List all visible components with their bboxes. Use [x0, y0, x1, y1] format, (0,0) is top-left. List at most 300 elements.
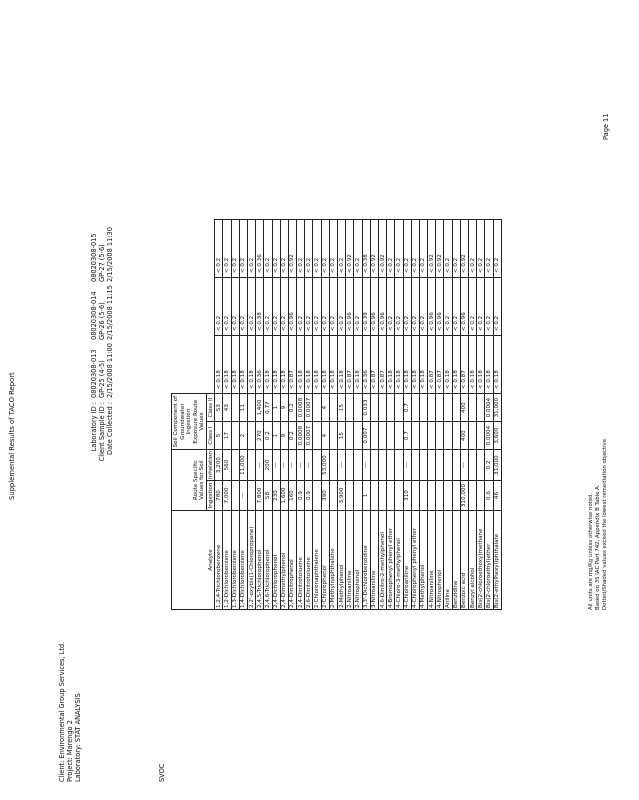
analyte-cell: 4-Chlorophenyl phenyl ether	[411, 511, 419, 610]
inhalation-cell: ---	[460, 450, 468, 481]
result-cell-sample-1: < 0.87	[460, 336, 468, 394]
result-cell-sample-2: < 0.2	[338, 278, 346, 336]
result-cell-sample-2: < 0.96	[428, 278, 436, 336]
ingestion-cell	[231, 481, 239, 511]
class-1-cell: 1	[272, 422, 280, 450]
analyte-cell: 2-Methylphenol	[338, 511, 346, 610]
result-cell-sample-3: < 0.36	[256, 220, 264, 278]
table-row	[346, 220, 354, 610]
inhalation-cell: 31,000	[493, 450, 501, 481]
project-line: Project: Marengo 2	[66, 720, 74, 782]
class-1-cell	[469, 422, 477, 450]
lab-id-label: Laboratory ID :	[90, 402, 98, 452]
result-cell-sample-3: < 0.2	[231, 220, 239, 278]
client-sample-label: Client Sample ID :	[98, 402, 106, 462]
result-cell-sample-3: < 0.2	[354, 220, 362, 278]
result-cell-sample-1: < 0.18	[444, 336, 452, 394]
table-row	[493, 220, 501, 610]
table-row	[362, 220, 370, 610]
result-cell-sample-2: < 0.2	[297, 278, 305, 336]
table-row	[321, 220, 329, 610]
class-2-cell	[387, 394, 395, 422]
class-1-cell: 0.0004	[485, 422, 493, 450]
inhalation-cell	[370, 450, 378, 481]
result-cell-sample-3: < 0.92	[436, 220, 444, 278]
result-cell-sample-1: < 0.18	[419, 336, 427, 394]
header-ingestion: Ingestion	[207, 481, 215, 511]
table-row	[469, 220, 477, 610]
ingestion-cell: 0.9	[297, 481, 305, 511]
analyte-cell: 2,2'-oxybis(1-Chloropropane)	[247, 511, 255, 610]
table-row	[338, 220, 346, 610]
ingestion-cell	[387, 481, 395, 511]
table-row	[305, 220, 313, 610]
result-cell-sample-2: < 0.96	[436, 278, 444, 336]
class-2-cell	[395, 394, 403, 422]
inhalation-cell: ---	[305, 450, 313, 481]
inhalation-cell	[477, 450, 485, 481]
analyte-cell: 3,3'-Dichlorobenzidine	[362, 511, 370, 610]
result-cell-sample-3: < 0.2	[411, 220, 419, 278]
client-line: Client: Environmental Group Services, Ltd.	[58, 641, 66, 782]
table-row	[444, 220, 452, 610]
class-2-cell: 400	[460, 394, 468, 422]
result-cell-sample-2: < 0.2	[387, 278, 395, 336]
analyte-cell: 2,4-Dinitrophenol	[288, 511, 296, 610]
class-2-cell: 43	[223, 394, 231, 422]
result-cell-sample-3: < 0.2	[469, 220, 477, 278]
ingestion-cell: 1	[362, 481, 370, 511]
header-inhalation: Inhalation	[207, 451, 214, 479]
result-cell-sample-3: < 0.2	[305, 220, 313, 278]
result-cell-sample-2: < 0.2	[280, 278, 288, 336]
result-cell-sample-3: < 0.92	[370, 220, 378, 278]
analyte-cell: 2-Nitroaniline	[346, 511, 354, 610]
footnote-shading: Dotted/Shaded values exceed the lowest remediation objective.	[602, 437, 608, 610]
result-cell-sample-3: < 0.92	[460, 220, 468, 278]
result-cell-sample-3: < 0.92	[378, 220, 386, 278]
inhalation-cell	[419, 450, 427, 481]
result-cell-sample-3: < 0.92	[288, 220, 296, 278]
result-cell-sample-1: < 0.18	[403, 336, 411, 394]
result-cell-sample-2: < 0.39	[362, 278, 370, 336]
class-1-cell	[436, 422, 444, 450]
ingestion-cell: 7,800	[256, 481, 264, 511]
ingestion-cell	[313, 481, 321, 511]
result-cell-sample-3: < 0.38	[362, 220, 370, 278]
analyte-cell: 2,4-Dinitrotoluene	[297, 511, 305, 610]
result-cell-sample-3: < 0.2	[239, 220, 247, 278]
page-number: Page 11	[602, 113, 610, 140]
ingestion-cell: 0.6	[485, 481, 493, 511]
results-body	[215, 220, 502, 610]
class-2-cell: 1,400	[256, 394, 264, 422]
inhalation-cell	[378, 450, 386, 481]
analyte-cell: 1,4-Dichlorobenzene	[239, 511, 247, 610]
class-2-cell	[354, 394, 362, 422]
result-cell-sample-1: < 0.87	[378, 336, 386, 394]
footnote-basis: Based on 35 IAC Part 742, Appendix B Table A.	[595, 484, 601, 610]
class-1-cell: 0.2	[288, 422, 296, 450]
analyte-cell: 4-Bromophenyl phenyl ether	[387, 511, 395, 610]
analyte-cell: 4-Chloroaniline	[403, 511, 411, 610]
inhalation-cell	[395, 450, 403, 481]
inhalation-cell	[444, 450, 452, 481]
header-soil-component: Soil Component of Groundwater Ingestion Exposure Route Values	[172, 394, 207, 450]
result-cell-sample-3: < 0.2	[452, 220, 460, 278]
ingestion-cell	[428, 481, 436, 511]
ingestion-cell	[469, 481, 477, 511]
inhalation-cell: ---	[256, 450, 264, 481]
analyte-cell: 2-Chlorophenol	[321, 511, 329, 610]
table-row	[460, 220, 468, 610]
class-1-cell	[329, 422, 337, 450]
class-1-cell	[452, 422, 460, 450]
class-2-cell: 53	[215, 394, 223, 422]
result-cell-sample-1: < 0.18	[485, 336, 493, 394]
class-2-cell	[452, 394, 460, 422]
class-1-cell	[378, 422, 386, 450]
analyte-cell: Aniline	[444, 511, 452, 610]
class-2-cell: 9	[280, 394, 288, 422]
ingestion-cell: 310,000	[460, 481, 468, 511]
result-cell-sample-1: < 0.18	[272, 336, 280, 394]
ingestion-cell: 7,000	[223, 481, 231, 511]
class-2-cell	[313, 394, 321, 422]
result-cell-sample-1: < 0.36	[256, 336, 264, 394]
class-2-cell	[247, 394, 255, 422]
analyte-cell: 4-Methylphenol	[419, 511, 427, 610]
analyte-cell: Bis(2-chloroethoxy)methane	[477, 511, 485, 610]
analyte-cell: 2-Chloronaphthalene	[313, 511, 321, 610]
class-2-cell: 15	[338, 394, 346, 422]
class-1-cell: 0.007	[362, 422, 370, 450]
ingestion-cell: 3,900	[338, 481, 346, 511]
analyte-cell: 1,2-Dichlorobenzene	[223, 511, 231, 610]
header-class-1: Class I	[207, 422, 215, 450]
result-cell-sample-2: < 0.2	[411, 278, 419, 336]
ingestion-cell: 310	[403, 481, 411, 511]
result-cell-sample-1: < 0.18	[354, 336, 362, 394]
table-row	[378, 220, 386, 610]
table-row	[247, 220, 255, 610]
table-row	[231, 220, 239, 610]
class-1-cell	[370, 422, 378, 450]
result-cell-sample-3: < 0.2	[477, 220, 485, 278]
table-row	[215, 220, 223, 610]
sample-3-lab-id: 08020308-015	[90, 233, 98, 282]
class-1-cell	[395, 422, 403, 450]
class-2-cell	[329, 394, 337, 422]
inhalation-cell	[411, 450, 419, 481]
result-cell-sample-2: < 0.2	[321, 278, 329, 336]
result-cell-sample-2: < 0.2	[239, 278, 247, 336]
footnote-units: All units are mg/Kg unless otherwise noted.	[588, 492, 594, 610]
inhalation-cell: ---	[403, 450, 411, 481]
inhalation-cell: 200	[264, 450, 272, 481]
result-cell-sample-3: < 0.2	[321, 220, 329, 278]
sample-3-date: 2/15/2008 11:30	[106, 227, 114, 282]
header-class-2: Class II	[207, 394, 215, 422]
inhalation-cell: ---	[280, 450, 288, 481]
ingestion-cell: 0.9	[305, 481, 313, 511]
date-collected-label: Date Collected :	[106, 402, 114, 455]
ingestion-cell	[477, 481, 485, 511]
table-row	[280, 220, 288, 610]
ingestion-cell	[452, 481, 460, 511]
result-cell-sample-3: < 0.2	[419, 220, 427, 278]
class-2-cell: 0.7	[403, 394, 411, 422]
inhalation-cell	[346, 450, 354, 481]
class-1-cell: 0.0008	[297, 422, 305, 450]
result-cell-sample-2: < 0.38	[256, 278, 264, 336]
analyte-cell: Benzyl alcohol	[469, 511, 477, 610]
analyte-cell: 2,4,6-Trichlorophenol	[264, 511, 272, 610]
result-cell-sample-2: < 0.2	[329, 278, 337, 336]
class-1-cell	[444, 422, 452, 450]
class-1-cell	[428, 422, 436, 450]
result-cell-sample-3: < 0.2	[297, 220, 305, 278]
analyte-cell: 4-Chloro-3-methylphenol	[395, 511, 403, 610]
table-row	[313, 220, 321, 610]
analyte-cell: 3-Nitroaniline	[370, 511, 378, 610]
class-1-cell: 270	[256, 422, 264, 450]
analyte-cell: Benzoic acid	[460, 511, 468, 610]
result-cell-sample-2: < 0.2	[215, 278, 223, 336]
result-cell-sample-1: < 0.87	[346, 336, 354, 394]
result-cell-sample-1: < 0.18	[280, 336, 288, 394]
inhalation-cell	[354, 450, 362, 481]
inhalation-cell	[387, 450, 395, 481]
class-2-cell: 0.77	[264, 394, 272, 422]
result-cell-sample-1: < 0.18	[477, 336, 485, 394]
result-cell-sample-1: < 0.18	[247, 336, 255, 394]
class-1-cell: 0.2	[264, 422, 272, 450]
class-2-cell	[411, 394, 419, 422]
result-cell-sample-2: < 0.2	[305, 278, 313, 336]
table-row	[419, 220, 427, 610]
analyte-cell: 2,4,5-Trichlorophenol	[256, 511, 264, 610]
result-cell-sample-1: < 0.18	[338, 336, 346, 394]
result-cell-sample-1: < 0.18	[305, 336, 313, 394]
ingestion-cell	[329, 481, 337, 511]
result-cell-sample-3: < 0.2	[444, 220, 452, 278]
analyte-cell: 2,6-Dinitrotoluene	[305, 511, 313, 610]
analyte-cell: 1,3-Dichlorobenzene	[231, 511, 239, 610]
result-cell-sample-3: < 0.2	[329, 220, 337, 278]
result-cell-sample-1: < 0.18	[321, 336, 329, 394]
result-cell-sample-2: < 0.2	[444, 278, 452, 336]
ingestion-cell	[419, 481, 427, 511]
result-cell-sample-1: < 0.87	[428, 336, 436, 394]
ingestion-cell	[444, 481, 452, 511]
sample-2-lab-id: 08020308-014	[90, 291, 98, 340]
result-cell-sample-3: < 0.2	[493, 220, 501, 278]
inhalation-cell: ---	[362, 450, 370, 481]
class-1-cell	[477, 422, 485, 450]
inhalation-cell: ---	[338, 450, 346, 481]
sample-2-date: 2/15/2008 11:15	[106, 285, 114, 340]
result-cell-sample-3: < 0.2	[280, 220, 288, 278]
table-row	[411, 220, 419, 610]
inhalation-cell	[436, 450, 444, 481]
result-cell-sample-1: < 0.87	[288, 336, 296, 394]
class-2-cell	[231, 394, 239, 422]
result-cell-sample-2: < 0.2	[231, 278, 239, 336]
results-table	[171, 219, 502, 610]
result-cell-sample-1: < 0.18	[313, 336, 321, 394]
ingestion-cell: 160	[288, 481, 296, 511]
result-cell-sample-1: < 0.18	[297, 336, 305, 394]
table-row	[239, 220, 247, 610]
result-cell-sample-3: < 0.2	[223, 220, 231, 278]
table-row	[452, 220, 460, 610]
analyte-cell: 1,2,4-Trichlorobenzene	[215, 511, 223, 610]
result-cell-sample-2: < 0.2	[477, 278, 485, 336]
table-row	[354, 220, 362, 610]
result-cell-sample-2: < 0.2	[485, 278, 493, 336]
result-cell-sample-1: < 0.18	[231, 336, 239, 394]
class-1-cell: 5	[215, 422, 223, 450]
inhalation-cell: 3,200	[215, 450, 223, 481]
result-cell-sample-1: < 0.18	[493, 336, 501, 394]
result-cell-sample-2: < 0.2	[469, 278, 477, 336]
result-cell-sample-1: < 0.87	[370, 336, 378, 394]
table-row	[477, 220, 485, 610]
laboratory-line: Laboratory: STAT ANALYSIS	[74, 693, 82, 782]
inhalation-cell: 560	[223, 450, 231, 481]
result-cell-sample-2: < 0.2	[223, 278, 231, 336]
result-cell-sample-1: < 0.18	[329, 336, 337, 394]
result-cell-sample-1: < 0.18	[223, 336, 231, 394]
ingestion-cell: 58	[264, 481, 272, 511]
result-cell-sample-2: < 0.96	[370, 278, 378, 336]
header-row-group	[172, 220, 207, 610]
result-cell-sample-2: < 0.2	[493, 278, 501, 336]
ingestion-cell	[378, 481, 386, 511]
inhalation-cell	[329, 450, 337, 481]
class-1-cell: 9	[280, 422, 288, 450]
result-cell-sample-3: < 0.2	[485, 220, 493, 278]
inhalation-cell: ---	[297, 450, 305, 481]
table-row	[436, 220, 444, 610]
result-cell-sample-1: < 0.87	[436, 336, 444, 394]
result-cell-sample-2: < 0.2	[264, 278, 272, 336]
result-cell-sample-3: < 0.2	[387, 220, 395, 278]
inhalation-cell	[247, 450, 255, 481]
class-1-cell	[354, 422, 362, 450]
result-cell-sample-1: < 0.18	[469, 336, 477, 394]
result-cell-sample-2: < 0.96	[288, 278, 296, 336]
result-cell-sample-3: < 0.2	[403, 220, 411, 278]
inhalation-cell: ---	[272, 450, 280, 481]
class-1-cell	[411, 422, 419, 450]
inhalation-cell	[469, 450, 477, 481]
sample-3-client-id: GP-27 (5-6)	[98, 244, 106, 282]
ingestion-cell: ---	[239, 481, 247, 511]
class-2-cell: 0.033	[362, 394, 370, 422]
inhalation-cell	[313, 450, 321, 481]
class-1-cell: 15	[338, 422, 346, 450]
sample-1-lab-id: 08020308-013	[90, 349, 98, 398]
table-row	[264, 220, 272, 610]
class-1-cell: 17	[223, 422, 231, 450]
class-2-cell	[477, 394, 485, 422]
inhalation-cell: ---	[288, 450, 296, 481]
section-label: SVOC	[158, 763, 166, 782]
class-2-cell: 4	[321, 394, 329, 422]
report-title: Supplemental Results of TACO Report	[8, 372, 16, 500]
class-1-cell	[346, 422, 354, 450]
class-2-cell	[428, 394, 436, 422]
analyte-cell: 4-Nitroaniline	[428, 511, 436, 610]
sample-2-client-id: GP-26 (5-6)	[98, 302, 106, 340]
result-cell-sample-1: < 0.18	[395, 336, 403, 394]
inhalation-cell	[428, 450, 436, 481]
inhalation-cell: 0.2	[485, 450, 493, 481]
result-cell-sample-2: < 0.2	[419, 278, 427, 336]
table-row	[288, 220, 296, 610]
inhalation-cell	[452, 450, 460, 481]
table-row	[370, 220, 378, 610]
result-cell-sample-2: < 0.2	[272, 278, 280, 336]
result-cell-sample-2: < 0.96	[460, 278, 468, 336]
class-1-cell	[313, 422, 321, 450]
result-cell-sample-2: < 0.2	[313, 278, 321, 336]
ingestion-cell	[247, 481, 255, 511]
result-cell-sample-2: < 0.96	[346, 278, 354, 336]
result-cell-sample-2: < 0.96	[378, 278, 386, 336]
class-2-cell: 0.2	[288, 394, 296, 422]
result-cell-sample-3: < 0.2	[395, 220, 403, 278]
ingestion-cell: 1,600	[280, 481, 288, 511]
class-2-cell	[469, 394, 477, 422]
sample-1-client-id: GP-25 (4-5)	[98, 360, 106, 398]
result-cell-sample-3: < 0.2	[338, 220, 346, 278]
result-cell-sample-1: < 0.18	[387, 336, 395, 394]
ingestion-cell	[436, 481, 444, 511]
inhalation-cell	[231, 450, 239, 481]
result-cell-sample-1: < 0.18	[411, 336, 419, 394]
result-cell-sample-2: < 0.2	[403, 278, 411, 336]
ingestion-cell	[346, 481, 354, 511]
analyte-cell: Benzidine	[452, 511, 460, 610]
table-row	[329, 220, 337, 610]
result-cell-sample-3: < 0.92	[428, 220, 436, 278]
analyte-cell: 4,6-Dinitro-2-methylphenol	[378, 511, 386, 610]
class-2-cell	[419, 394, 427, 422]
analyte-cell: 2,4-Dichlorophenol	[272, 511, 280, 610]
class-2-cell: 0.0008	[297, 394, 305, 422]
table-row	[272, 220, 280, 610]
class-2-cell	[370, 394, 378, 422]
class-2-cell: 1	[272, 394, 280, 422]
sample-1-date: 2/15/2008 11:00	[106, 343, 114, 398]
class-1-cell	[419, 422, 427, 450]
result-cell-sample-3: < 0.2	[272, 220, 280, 278]
class-2-cell	[436, 394, 444, 422]
table-row	[387, 220, 395, 610]
class-1-cell: 4	[321, 422, 329, 450]
class-2-cell	[346, 394, 354, 422]
result-cell-sample-3: < 0.2	[247, 220, 255, 278]
ingestion-cell: 230	[272, 481, 280, 511]
class-2-cell: 31,000	[493, 394, 501, 422]
table-row	[485, 220, 493, 610]
result-cell-sample-2: < 0.2	[395, 278, 403, 336]
analyte-cell: Bis(2-chloroethyl)ether	[485, 511, 493, 610]
result-cell-sample-3: < 0.2	[264, 220, 272, 278]
